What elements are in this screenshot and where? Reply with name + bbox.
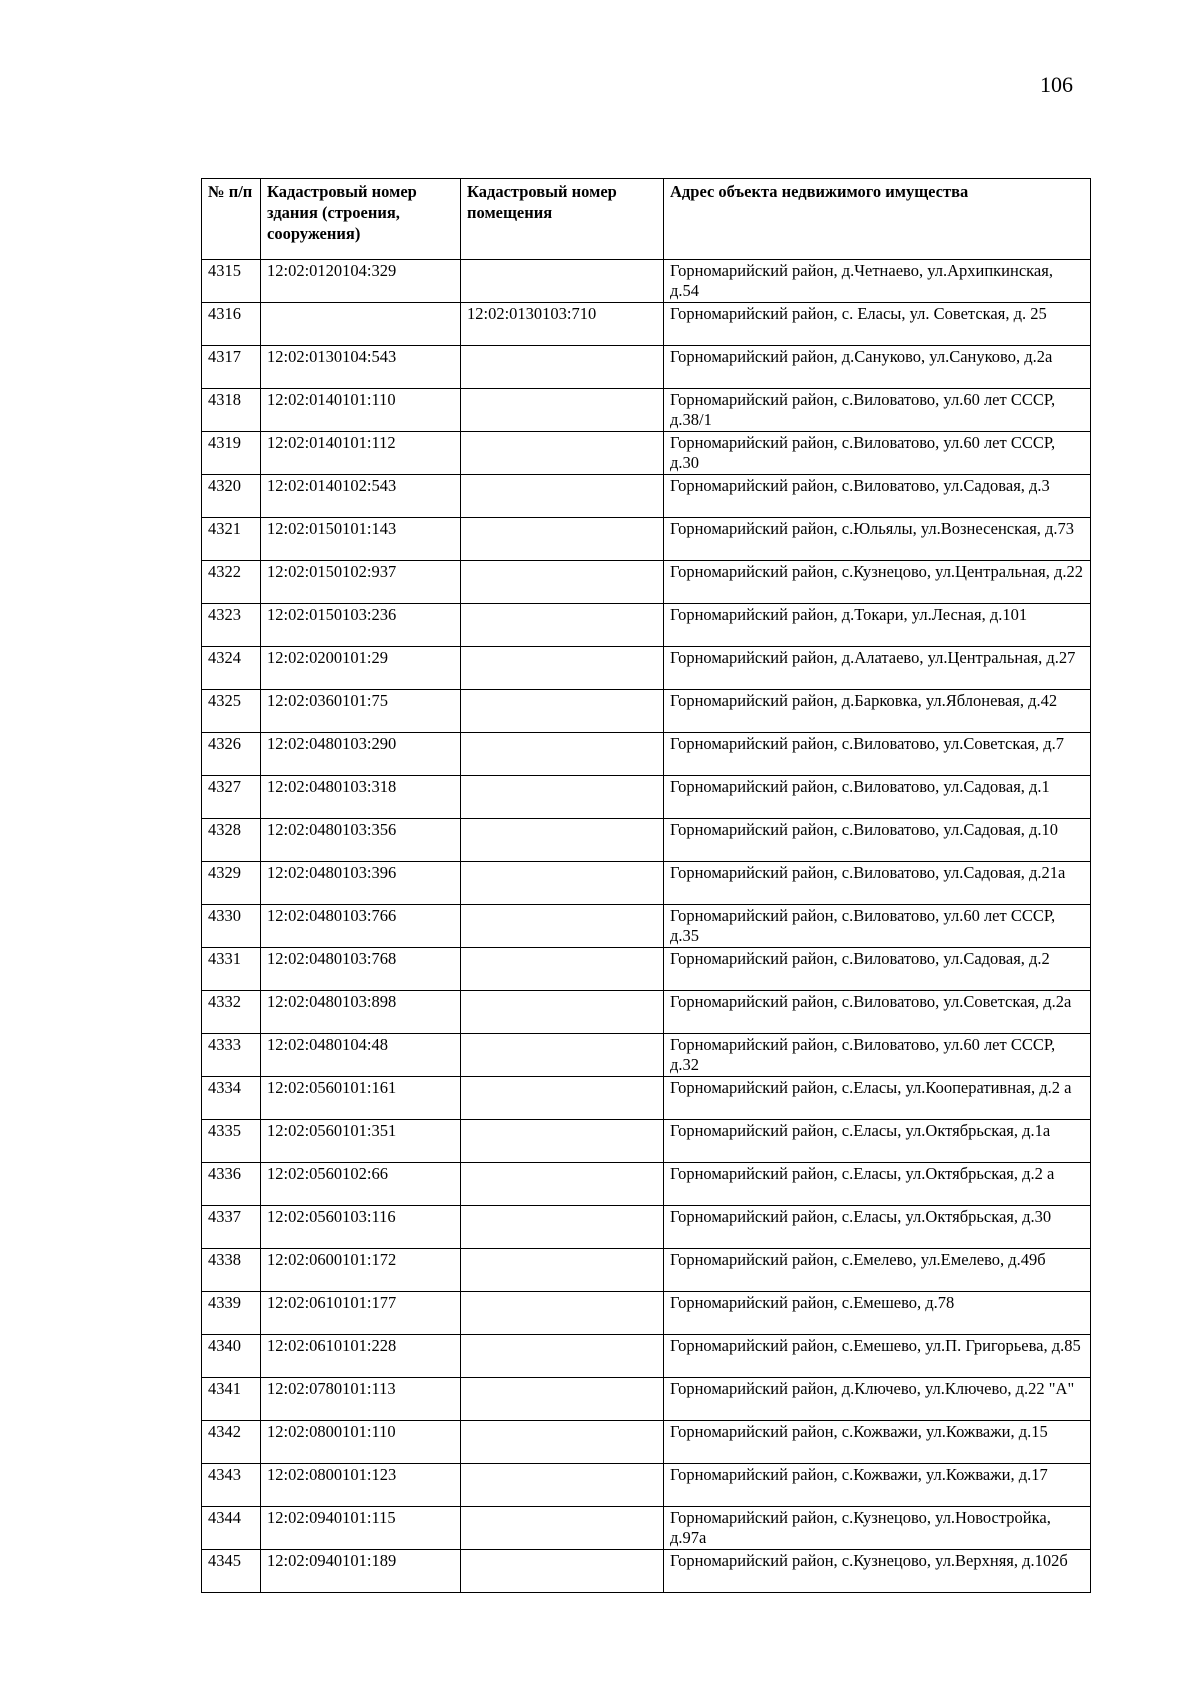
building-cadastral-number-cell: 12:02:0610101:177 — [261, 1292, 461, 1335]
premises-cadastral-number-cell — [461, 518, 664, 561]
table-row — [202, 733, 1091, 776]
table-row — [202, 1464, 1091, 1507]
building-cadastral-number-cell: 12:02:0940101:189 — [261, 1550, 461, 1593]
table-row — [202, 1163, 1091, 1206]
building-cadastral-number-cell: 12:02:0360101:75 — [261, 690, 461, 733]
table-row — [202, 1077, 1091, 1120]
header-building-cadastral-number: Кадастровый номер здания (строения, сооружения) — [261, 179, 461, 260]
table-row — [202, 561, 1091, 604]
table-row — [202, 690, 1091, 733]
row-number-cell: 4330 — [202, 905, 261, 948]
address-cell: Горномарийский район, с.Емелево, ул.Емелево, д.49б — [664, 1249, 1091, 1292]
table-row — [202, 948, 1091, 991]
row-number-cell: 4316 — [202, 303, 261, 346]
address-cell: Горномарийский район, с.Юльялы, ул.Вознесенская, д.73 — [664, 518, 1091, 561]
premises-cadastral-number-cell — [461, 475, 664, 518]
address-cell: Горномарийский район, с.Виловатово, ул.60 лет СССР, д.35 — [664, 905, 1091, 948]
row-number-cell: 4323 — [202, 604, 261, 647]
building-cadastral-number-cell: 12:02:0610101:228 — [261, 1335, 461, 1378]
premises-cadastral-number-cell — [461, 389, 664, 432]
address-cell: Горномарийский район, д.Четнаево, ул.Архипкинская, д.54 — [664, 260, 1091, 303]
address-cell: Горномарийский район, с.Виловатово, ул.60 лет СССР, д.32 — [664, 1034, 1091, 1077]
premises-cadastral-number-cell — [461, 1249, 664, 1292]
row-number-cell: 4319 — [202, 432, 261, 475]
header-row-number: № п/п — [202, 179, 261, 260]
premises-cadastral-number-cell — [461, 1034, 664, 1077]
address-cell: Горномарийский район, с.Еласы, ул.Кооперативная, д.2 а — [664, 1077, 1091, 1120]
premises-cadastral-number-cell — [461, 1292, 664, 1335]
address-cell: Горномарийский район, с.Виловатово, ул.Садовая, д.1 — [664, 776, 1091, 819]
row-number-cell: 4338 — [202, 1249, 261, 1292]
address-cell: Горномарийский район, с.Виловатово, ул.Садовая, д.10 — [664, 819, 1091, 862]
premises-cadastral-number-cell — [461, 1507, 664, 1550]
table-body — [202, 260, 1091, 1593]
address-cell: Горномарийский район, с.Кожважи, ул.Кожважи, д.17 — [664, 1464, 1091, 1507]
premises-cadastral-number-cell: 12:02:0130103:710 — [461, 303, 664, 346]
row-number-cell: 4315 — [202, 260, 261, 303]
row-number-cell: 4317 — [202, 346, 261, 389]
row-number-cell: 4335 — [202, 1120, 261, 1163]
table-row — [202, 518, 1091, 561]
address-cell: Горномарийский район, с.Виловатово, ул.Советская, д.7 — [664, 733, 1091, 776]
building-cadastral-number-cell: 12:02:0200101:29 — [261, 647, 461, 690]
row-number-cell: 4334 — [202, 1077, 261, 1120]
address-cell: Горномарийский район, д.Токари, ул.Лесная, д.101 — [664, 604, 1091, 647]
building-cadastral-number-cell: 12:02:0800101:123 — [261, 1464, 461, 1507]
row-number-cell: 4327 — [202, 776, 261, 819]
address-cell: Горномарийский район, с.Емешево, д.78 — [664, 1292, 1091, 1335]
premises-cadastral-number-cell — [461, 819, 664, 862]
building-cadastral-number-cell — [261, 303, 461, 346]
row-number-cell: 4332 — [202, 991, 261, 1034]
row-number-cell: 4320 — [202, 475, 261, 518]
table-row — [202, 1550, 1091, 1593]
address-cell: Горномарийский район, д.Ключево, ул.Ключево, д.22 "А" — [664, 1378, 1091, 1421]
premises-cadastral-number-cell — [461, 690, 664, 733]
address-cell: Горномарийский район, с.Виловатово, ул.Садовая, д.21а — [664, 862, 1091, 905]
premises-cadastral-number-cell — [461, 1550, 664, 1593]
premises-cadastral-number-cell — [461, 991, 664, 1034]
premises-cadastral-number-cell — [461, 1077, 664, 1120]
table-row — [202, 862, 1091, 905]
table-row — [202, 303, 1091, 346]
table-row — [202, 346, 1091, 389]
row-number-cell: 4340 — [202, 1335, 261, 1378]
row-number-cell: 4343 — [202, 1464, 261, 1507]
premises-cadastral-number-cell — [461, 604, 664, 647]
building-cadastral-number-cell: 12:02:0150102:937 — [261, 561, 461, 604]
premises-cadastral-number-cell — [461, 346, 664, 389]
table-row — [202, 905, 1091, 948]
building-cadastral-number-cell: 12:02:0560103:116 — [261, 1206, 461, 1249]
building-cadastral-number-cell: 12:02:0480103:290 — [261, 733, 461, 776]
address-cell: Горномарийский район, д.Барковка, ул.Яблоневая, д.42 — [664, 690, 1091, 733]
address-cell: Горномарийский район, с.Емешево, ул.П. Григорьева, д.85 — [664, 1335, 1091, 1378]
building-cadastral-number-cell: 12:02:0480103:318 — [261, 776, 461, 819]
property-registry-table — [201, 178, 1091, 1593]
table-row — [202, 1034, 1091, 1077]
row-number-cell: 4333 — [202, 1034, 261, 1077]
building-cadastral-number-cell: 12:02:0480103:898 — [261, 991, 461, 1034]
row-number-cell: 4328 — [202, 819, 261, 862]
building-cadastral-number-cell: 12:02:0140102:543 — [261, 475, 461, 518]
building-cadastral-number-cell: 12:02:0560102:66 — [261, 1163, 461, 1206]
table-row — [202, 1292, 1091, 1335]
row-number-cell: 4339 — [202, 1292, 261, 1335]
building-cadastral-number-cell: 12:02:0560101:161 — [261, 1077, 461, 1120]
building-cadastral-number-cell: 12:02:0480104:48 — [261, 1034, 461, 1077]
premises-cadastral-number-cell — [461, 733, 664, 776]
row-number-cell: 4336 — [202, 1163, 261, 1206]
address-cell: Горномарийский район, с.Кожважи, ул.Кожважи, д.15 — [664, 1421, 1091, 1464]
premises-cadastral-number-cell — [461, 776, 664, 819]
table-row — [202, 1335, 1091, 1378]
building-cadastral-number-cell: 12:02:0120104:329 — [261, 260, 461, 303]
address-cell: Горномарийский район, с.Кузнецово, ул.Центральная, д.22 — [664, 561, 1091, 604]
row-number-cell: 4325 — [202, 690, 261, 733]
address-cell: Горномарийский район, с.Виловатово, ул.Садовая, д.3 — [664, 475, 1091, 518]
building-cadastral-number-cell: 12:02:0940101:115 — [261, 1507, 461, 1550]
premises-cadastral-number-cell — [461, 1163, 664, 1206]
table-row — [202, 389, 1091, 432]
premises-cadastral-number-cell — [461, 432, 664, 475]
table-row — [202, 647, 1091, 690]
table-row — [202, 432, 1091, 475]
building-cadastral-number-cell: 12:02:0480103:768 — [261, 948, 461, 991]
premises-cadastral-number-cell — [461, 905, 664, 948]
premises-cadastral-number-cell — [461, 1120, 664, 1163]
address-cell: Горномарийский район, с.Кузнецово, ул.Новостройка, д.97а — [664, 1507, 1091, 1550]
premises-cadastral-number-cell — [461, 948, 664, 991]
building-cadastral-number-cell: 12:02:0560101:351 — [261, 1120, 461, 1163]
row-number-cell: 4337 — [202, 1206, 261, 1249]
row-number-cell: 4322 — [202, 561, 261, 604]
address-cell: Горномарийский район, с.Виловатово, ул.Садовая, д.2 — [664, 948, 1091, 991]
building-cadastral-number-cell: 12:02:0480103:356 — [261, 819, 461, 862]
address-cell: Горномарийский район, с.Еласы, ул.Октябрьская, д.2 а — [664, 1163, 1091, 1206]
row-number-cell: 4321 — [202, 518, 261, 561]
header-premises-cadastral-number: Кадастровый номер помещения — [461, 179, 664, 260]
building-cadastral-number-cell: 12:02:0600101:172 — [261, 1249, 461, 1292]
building-cadastral-number-cell: 12:02:0130104:543 — [261, 346, 461, 389]
building-cadastral-number-cell: 12:02:0480103:396 — [261, 862, 461, 905]
row-number-cell: 4318 — [202, 389, 261, 432]
premises-cadastral-number-cell — [461, 862, 664, 905]
row-number-cell: 4345 — [202, 1550, 261, 1593]
header-row — [202, 179, 1091, 260]
header-property-address: Адрес объекта недвижимого имущества — [664, 179, 1091, 260]
address-cell: Горномарийский район, с.Кузнецово, ул.Верхняя, д.102б — [664, 1550, 1091, 1593]
page-number: 106 — [1040, 72, 1073, 97]
table-row — [202, 776, 1091, 819]
premises-cadastral-number-cell — [461, 1378, 664, 1421]
building-cadastral-number-cell: 12:02:0780101:113 — [261, 1378, 461, 1421]
building-cadastral-number-cell: 12:02:0140101:112 — [261, 432, 461, 475]
building-cadastral-number-cell: 12:02:0480103:766 — [261, 905, 461, 948]
table-row — [202, 1507, 1091, 1550]
table-row — [202, 1421, 1091, 1464]
address-cell: Горномарийский район, д.Сануково, ул.Сануково, д.2а — [664, 346, 1091, 389]
address-cell: Горномарийский район, д.Алатаево, ул.Центральная, д.27 — [664, 647, 1091, 690]
row-number-cell: 4324 — [202, 647, 261, 690]
building-cadastral-number-cell: 12:02:0150101:143 — [261, 518, 461, 561]
table-row — [202, 475, 1091, 518]
address-cell: Горномарийский район, с.Виловатово, ул.60 лет СССР, д.38/1 — [664, 389, 1091, 432]
building-cadastral-number-cell: 12:02:0150103:236 — [261, 604, 461, 647]
table-row — [202, 604, 1091, 647]
row-number-cell: 4331 — [202, 948, 261, 991]
address-cell: Горномарийский район, с.Еласы, ул.Октябрьская, д.30 — [664, 1206, 1091, 1249]
table-row — [202, 819, 1091, 862]
table-row — [202, 1120, 1091, 1163]
address-cell: Горномарийский район, с. Еласы, ул. Советская, д. 25 — [664, 303, 1091, 346]
premises-cadastral-number-cell — [461, 561, 664, 604]
premises-cadastral-number-cell — [461, 1421, 664, 1464]
table-row — [202, 1249, 1091, 1292]
table-row — [202, 991, 1091, 1034]
table-row — [202, 1206, 1091, 1249]
building-cadastral-number-cell: 12:02:0140101:110 — [261, 389, 461, 432]
row-number-cell: 4341 — [202, 1378, 261, 1421]
row-number-cell: 4326 — [202, 733, 261, 776]
building-cadastral-number-cell: 12:02:0800101:110 — [261, 1421, 461, 1464]
premises-cadastral-number-cell — [461, 1335, 664, 1378]
table-row — [202, 1378, 1091, 1421]
table-row — [202, 260, 1091, 303]
row-number-cell: 4329 — [202, 862, 261, 905]
row-number-cell: 4344 — [202, 1507, 261, 1550]
address-cell: Горномарийский район, с.Виловатово, ул.Советская, д.2а — [664, 991, 1091, 1034]
row-number-cell: 4342 — [202, 1421, 261, 1464]
premises-cadastral-number-cell — [461, 1464, 664, 1507]
premises-cadastral-number-cell — [461, 1206, 664, 1249]
premises-cadastral-number-cell — [461, 647, 664, 690]
table-header — [202, 179, 1091, 260]
premises-cadastral-number-cell — [461, 260, 664, 303]
address-cell: Горномарийский район, с.Виловатово, ул.60 лет СССР, д.30 — [664, 432, 1091, 475]
address-cell: Горномарийский район, с.Еласы, ул.Октябрьская, д.1а — [664, 1120, 1091, 1163]
